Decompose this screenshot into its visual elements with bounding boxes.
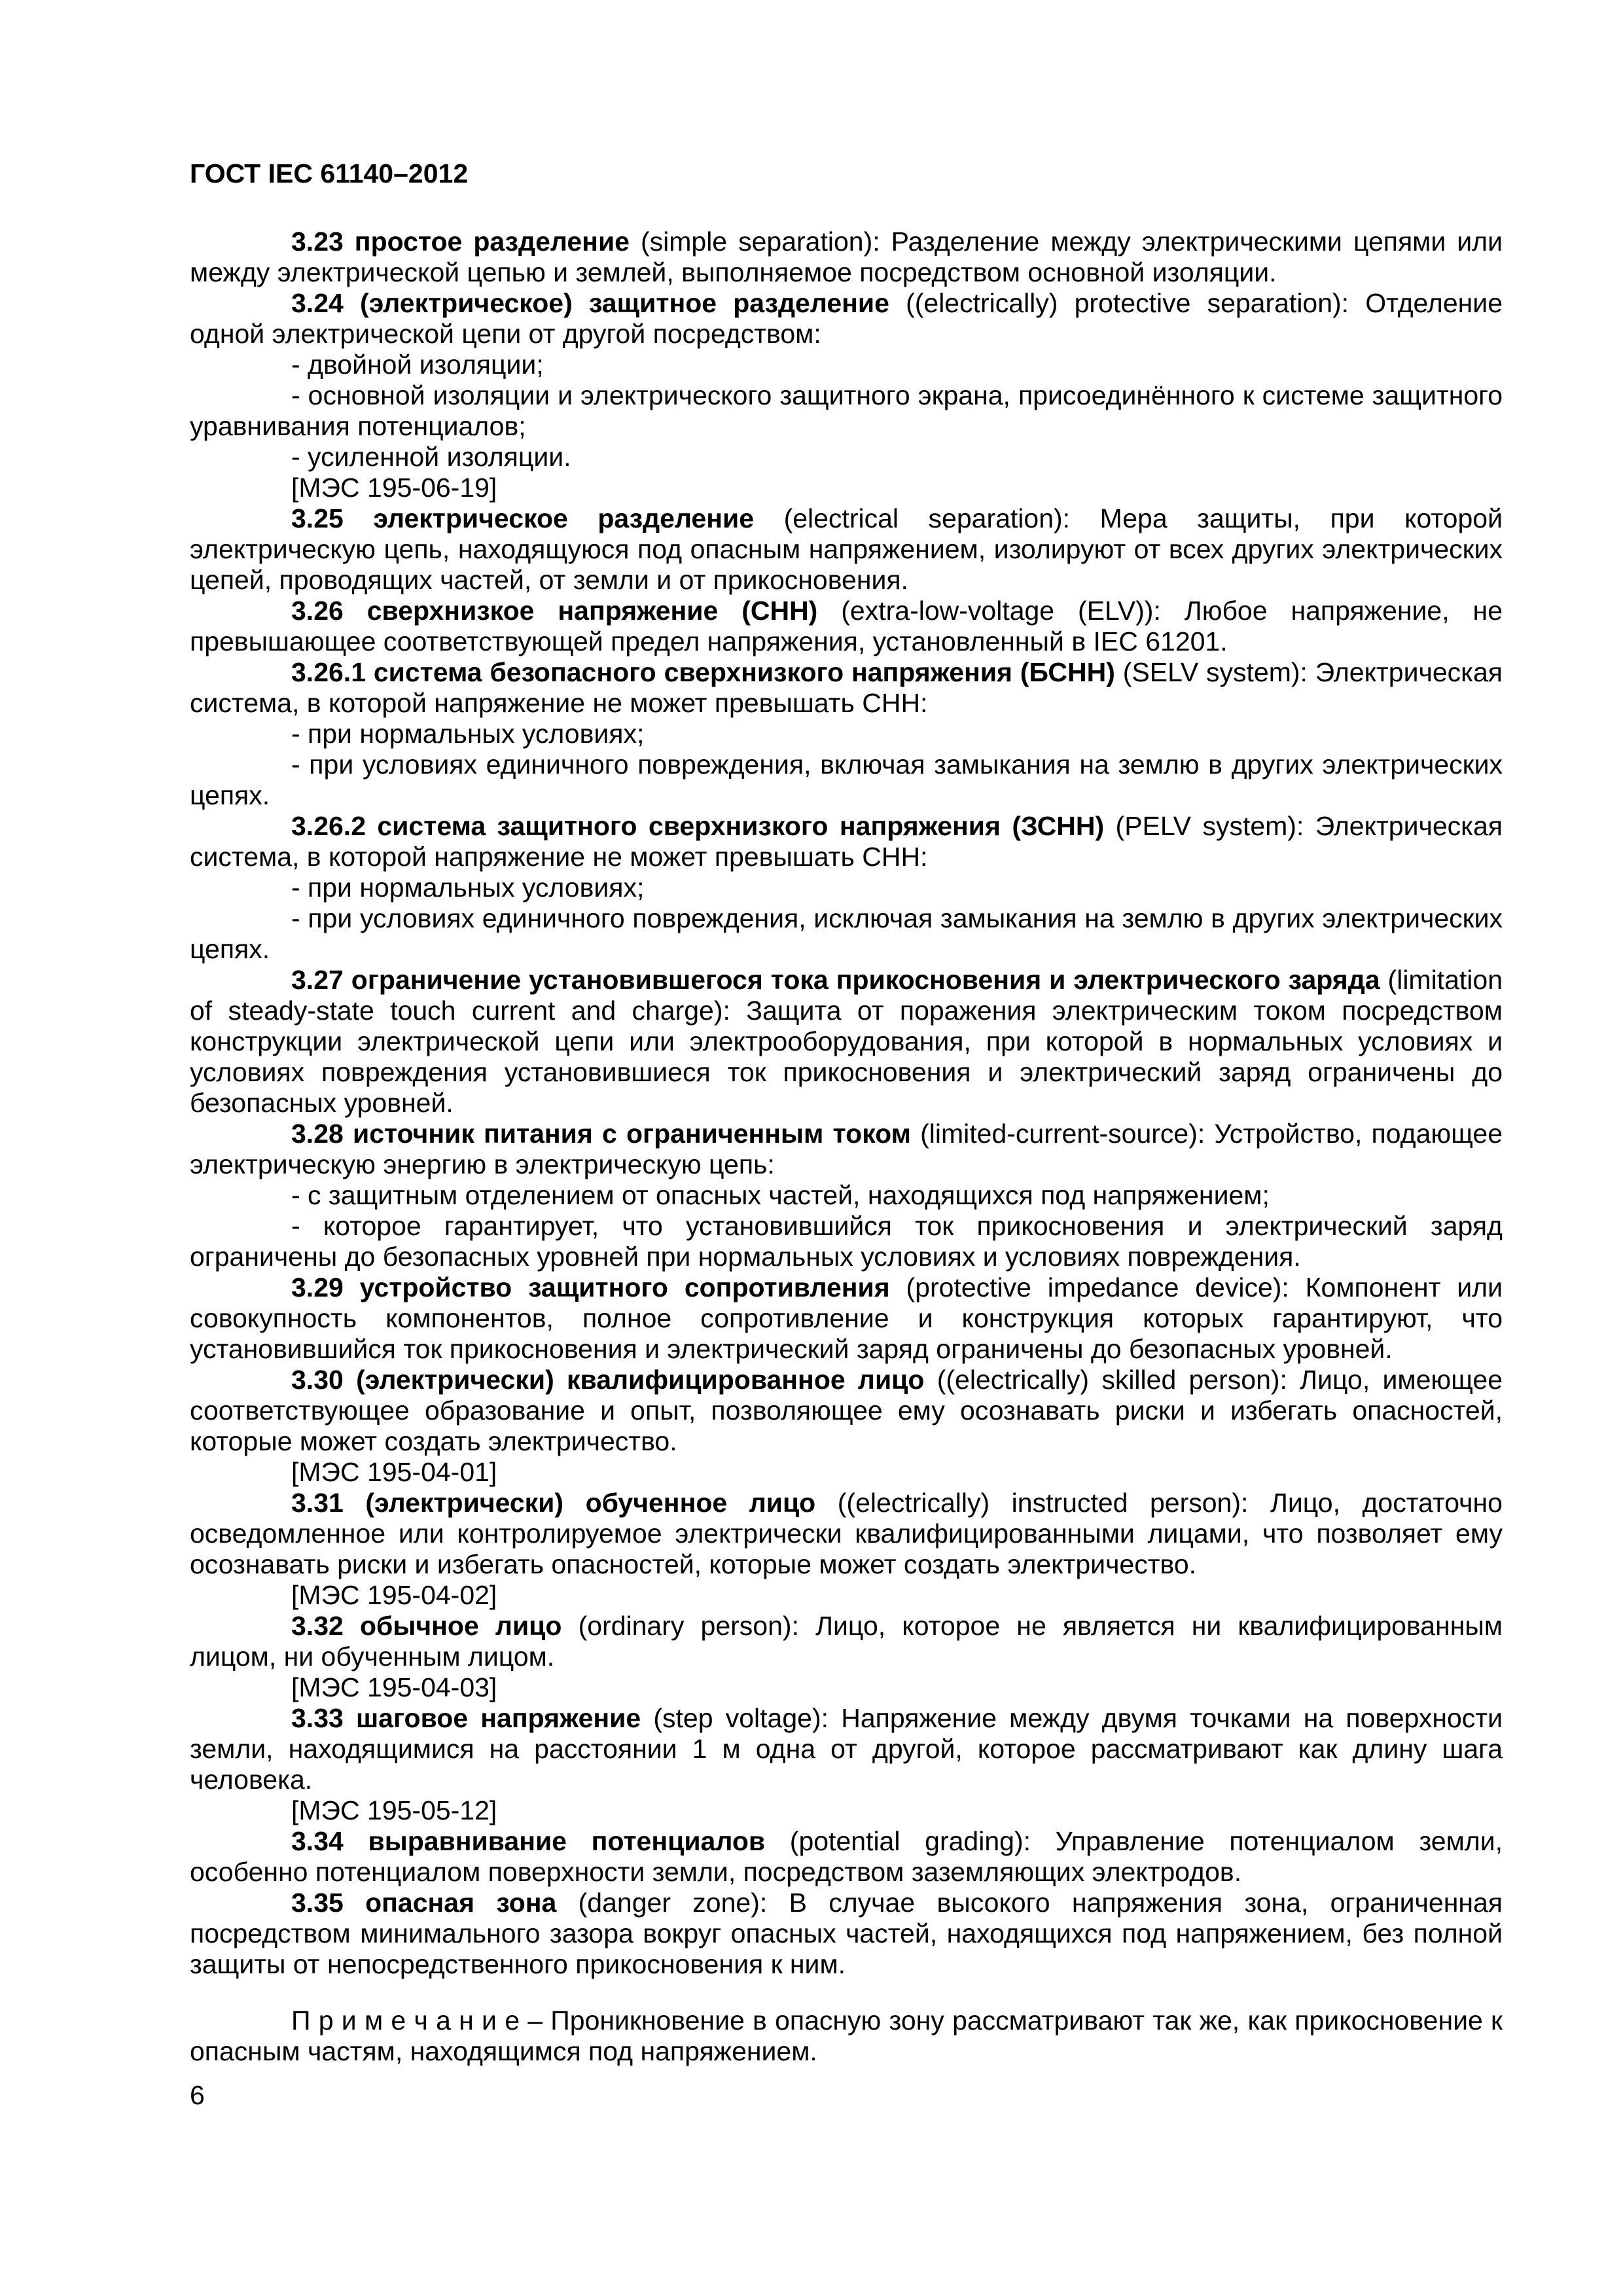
text-run: - при нормальных условиях;: [291, 719, 645, 749]
term-bold-run: 3.30 (электрически) квалифицированное лицо: [291, 1365, 925, 1395]
paragraph: [190, 503, 1503, 596]
paragraph: [190, 1703, 1503, 1795]
text-run: (PELV system): Электрическая система, в которой напряжение не может превышать СНН:: [190, 811, 1503, 872]
text-run: ((electrically) instructed person): Лицо, достаточно осведомленное или контролируемое электрически квалифицированными лицами, что позволяет ему осознавать риски и избегать опасностей, которые может создать электричество.: [190, 1488, 1503, 1579]
paragraph: [190, 749, 1503, 811]
paragraph: [190, 350, 1503, 380]
text-run: (danger zone): В случае высокого напряжения зона, ограниченная посредством минимального зазора вокруг опасных частей, находящихся под напряжением, без полной защиты от непосредственного прикосновения к ним.: [190, 1888, 1503, 1979]
paragraph: [190, 1611, 1503, 1672]
note-paragraph: [190, 2005, 1503, 2067]
text-run: ((electrically) protective separation): Отделение одной электрической цепи от другой посредством:: [190, 288, 1503, 349]
paragraph: [190, 872, 1503, 903]
paragraph: [190, 1272, 1503, 1365]
term-bold-run: 3.33 шаговое напряжение: [291, 1703, 641, 1733]
text-run: [МЭС 195-04-02]: [291, 1580, 497, 1610]
term-bold-run: 3.32 обычное лицо: [291, 1611, 562, 1641]
text-run: (protective impedance device): Компонент или совокупность компонентов, полное сопротивление и конструкция которых гарантируют, что установившийся ток прикосновения и электрический заряд ограничены до безопасных уровней.: [190, 1272, 1503, 1364]
paragraph: [190, 1580, 1503, 1611]
text-run: - с защитным отделением от опасных частей, находящихся под напряжением;: [291, 1180, 1270, 1210]
paragraph: [190, 1180, 1503, 1211]
text-run: [МЭС 195-05-12]: [291, 1795, 497, 1825]
text-run: [МЭС 195-06-19]: [291, 473, 497, 503]
term-bold-run: 3.29 устройство защитного сопротивления: [291, 1272, 890, 1302]
page-number: 6: [190, 2080, 205, 2110]
term-bold-run: 3.26.1 система безопасного сверхнизкого напряжения (БСНН): [291, 657, 1115, 687]
term-bold-run: 3.34 выравнивание потенциалов: [291, 1826, 766, 1856]
term-bold-run: 3.26 сверхнизкое напряжение (СНН): [291, 596, 818, 626]
text-run: (limited-current-source): Устройство, подающее электрическую энергию в электрическую цепь:: [190, 1119, 1503, 1179]
text-run: [МЭС 195-04-03]: [291, 1672, 497, 1702]
text-run: П р и м е ч а н и е – Проникновение в опасную зону рассматривают так же, как прикосновение к опасным частям, находящимся под напряжением.: [190, 2005, 1503, 2066]
term-bold-run: 3.23 простое разделение: [291, 226, 630, 257]
term-bold-run: 3.26.2 система защитного сверхнизкого напряжения (ЗСНН): [291, 811, 1105, 841]
paragraph: [190, 1457, 1503, 1488]
paragraph: [190, 657, 1503, 719]
paragraph: [190, 811, 1503, 872]
text-run: (limitation of steady-state touch current and charge): Защита от поражения электрическим током посредством конструкции электрической цепи или электрооборудования, при которой в нормальных условиях и условиях повреждения установившиеся ток прикосновения и электрический заряд ограничены до безопасных уровней.: [190, 965, 1503, 1118]
text-run: ((electrically) skilled person): Лицо, имеющее соответствующее образование и опыт, позволяющее ему осознавать риски и избегать опасностей, которые может создать электричество.: [190, 1365, 1503, 1456]
term-bold-run: 3.24 (электрическое) защитное разделение: [291, 288, 889, 318]
paragraph: [190, 288, 1503, 350]
paragraph: [190, 473, 1503, 503]
paragraph: [190, 719, 1503, 749]
document-header: ГОСТ IEC 61140–2012: [190, 158, 469, 188]
paragraph: [190, 903, 1503, 965]
paragraph: [190, 1365, 1503, 1457]
text-run: - которое гарантирует, что установившийся ток прикосновения и электрический заряд ограничены до безопасных уровней при нормальных условиях и условиях повреждения.: [190, 1211, 1503, 1272]
paragraph: [190, 1488, 1503, 1580]
text-run: [МЭС 195-04-01]: [291, 1457, 497, 1487]
text-run: (extra-low-voltage (ELV)): Любое напряжение, не превышающее соответствующей предел напряжения, установленный в IEC 61201.: [190, 596, 1503, 656]
paragraph: [190, 226, 1503, 288]
text-run: (step voltage): Напряжение между двумя точками на поверхности земли, находящимися на расстоянии 1 м одна от другой, которое рассматривают как длину шага человека.: [190, 1703, 1503, 1795]
text-run: - при условиях единичного повреждения, включая замыкания на землю в других электрических цепях.: [190, 749, 1503, 810]
text-run: (SELV system): Электрическая система, в которой напряжение не может превышать СНН:: [190, 657, 1503, 718]
paragraph: [190, 1888, 1503, 1980]
paragraph: [190, 596, 1503, 657]
paragraph: [190, 442, 1503, 473]
text-run: (potential grading): Управление потенциалом земли, особенно потенциалом поверхности земли, посредством заземляющих электродов.: [190, 1826, 1503, 1887]
definitions-list: [190, 226, 1503, 2067]
text-run: - усиленной изоляции.: [291, 442, 571, 472]
term-bold-run: 3.35 опасная зона: [291, 1888, 557, 1918]
text-run: - при нормальных условиях;: [291, 872, 645, 903]
paragraph: [190, 1826, 1503, 1888]
text-run: - основной изоляции и электрического защитного экрана, присоединённого к системе защитного уравнивания потенциалов;: [190, 380, 1503, 441]
term-bold-run: 3.27 ограничение установившегося тока прикосновения и электрического заряда: [291, 965, 1380, 995]
paragraph: [190, 380, 1503, 442]
text-run: (simple separation): Разделение между электрическими цепями или между электрической цепью и землей, выполняемое посредством основной изоляции.: [190, 226, 1503, 287]
paragraph: [190, 1211, 1503, 1272]
term-bold-run: 3.28 источник питания с ограниченным током: [291, 1119, 911, 1149]
text-run: - двойной изоляции;: [291, 350, 544, 380]
paragraph: [190, 965, 1503, 1119]
paragraph: [190, 1119, 1503, 1180]
term-bold-run: 3.31 (электрически) обученное лицо: [291, 1488, 816, 1518]
term-bold-run: 3.25 электрическое разделение: [291, 503, 755, 533]
paragraph: [190, 1672, 1503, 1703]
text-run: - при условиях единичного повреждения, исключая замыкания на землю в других электрических цепях.: [190, 903, 1503, 964]
paragraph: [190, 1795, 1503, 1826]
text-run: (electrical separation): Мера защиты, при которой электрическую цепь, находящуюся под опасным напряжением, изолируют от всех других электрических цепей, проводящих частей, от земли и от прикосновения.: [190, 503, 1503, 595]
text-run: (ordinary person): Лицо, которое не является ни квалифицированным лицом, ни обученным лицом.: [190, 1611, 1503, 1672]
